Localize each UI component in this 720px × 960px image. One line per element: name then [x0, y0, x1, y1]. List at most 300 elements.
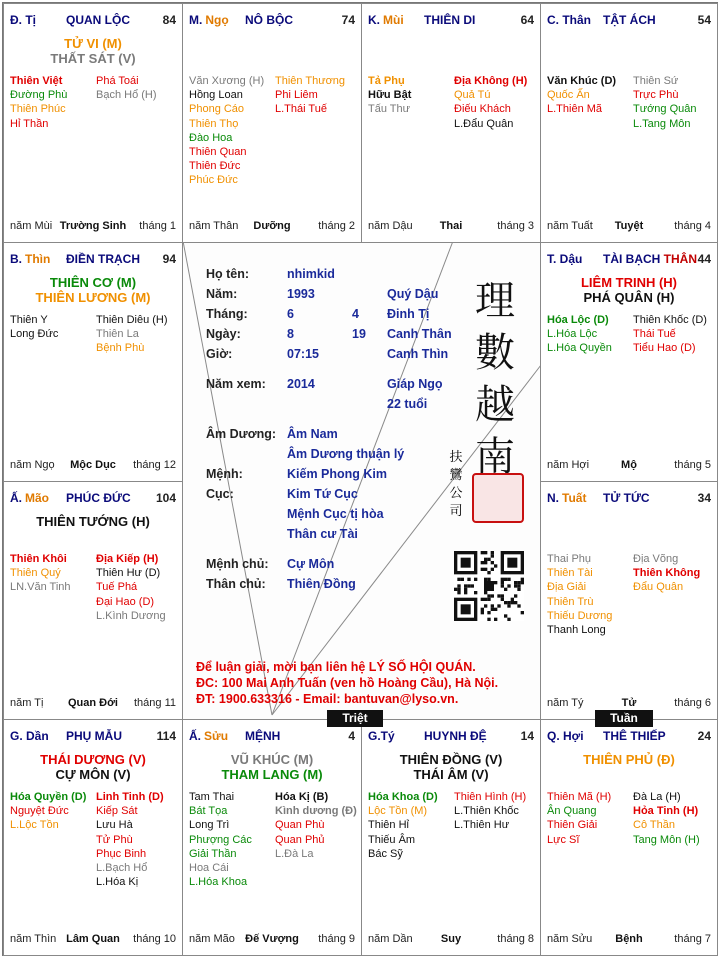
minor-stars-right — [96, 790, 164, 889]
year-label: năm Dần — [368, 933, 413, 945]
contact-line1: Để luận giải, mời bạn liên hệ LÝ SỐ HỘI QUÁN. — [196, 660, 476, 674]
palace-name: THÊ THIẾP — [603, 729, 666, 743]
minor-stars-left — [547, 74, 616, 117]
palace-cell-ngo — [182, 3, 362, 243]
palace-number: 84 — [162, 13, 176, 27]
minor-star: Thiên Khốc (D) — [633, 314, 707, 326]
minor-stars-right — [633, 74, 697, 131]
minor-star: Phục Binh — [96, 847, 147, 860]
palace-number: 44 — [697, 252, 711, 266]
life-stage: Dưỡng — [253, 220, 291, 232]
palace-header — [10, 13, 176, 27]
minor-star: Văn Khúc (D) — [547, 75, 617, 87]
minor-stars-right — [96, 74, 157, 102]
palace-footer — [189, 933, 355, 947]
calligraphy-char: 南 — [475, 434, 515, 480]
minor-star: Thiên Mã (H) — [547, 791, 612, 803]
minor-star: Long Đức — [10, 328, 59, 341]
palace-cell-ty2 — [361, 719, 541, 956]
minor-star: Quốc Ấn — [547, 89, 590, 102]
view-year-value: 2014 — [287, 377, 315, 391]
life-stage: Mộ — [621, 459, 637, 471]
minor-star: Thiên Tài — [547, 567, 593, 580]
palace-name: TỬ TỨC — [603, 491, 650, 505]
center-info-panel — [182, 241, 538, 717]
palace-number: 104 — [155, 491, 176, 505]
minor-star: Thiên Y — [10, 314, 48, 326]
minor-star: Hồng Loan — [189, 89, 243, 102]
calligraphy-title — [465, 275, 525, 483]
minor-stars-left — [368, 790, 438, 861]
palace-header — [10, 252, 176, 266]
palace-footer — [547, 933, 711, 947]
minor-star: Lộc Tồn (M) — [368, 805, 428, 818]
month-label: tháng 3 — [497, 220, 534, 232]
palace-number: 64 — [520, 13, 534, 27]
year-label: năm Sửu — [547, 933, 593, 945]
minor-star: L.Thiên Khốc — [454, 805, 519, 818]
minor-star: Tuế Phá — [96, 581, 138, 594]
palace-branch: Đ. Tị — [10, 13, 36, 27]
minor-star: Điếu Khách — [454, 103, 511, 116]
seal-char: 鸞 — [449, 468, 463, 483]
main-star: VŨ KHÚC (M) — [230, 752, 314, 767]
palace-name: THIÊN DI — [424, 13, 476, 27]
year-label: năm Mùi — [10, 220, 53, 232]
palace-header — [547, 491, 711, 505]
minor-star: Thiên Không — [633, 567, 701, 580]
minor-star: Đào Hoa — [189, 131, 233, 144]
palace-header — [189, 13, 355, 27]
than-tag: THÂN — [663, 252, 697, 266]
year-label: năm Tị — [10, 697, 44, 709]
palace-number: 94 — [162, 252, 176, 266]
minor-star: Đà La (H) — [633, 791, 681, 803]
minor-stars-left — [10, 552, 71, 595]
minor-star: L.Đà La — [275, 847, 314, 860]
day-lunar: 19 — [352, 327, 366, 341]
amduong-label: Âm Dương: — [206, 427, 277, 441]
palace-number: 54 — [697, 13, 711, 27]
minor-stars-left — [547, 552, 612, 637]
year-label: năm Mão — [189, 933, 235, 945]
day-canchi: Canh Thân — [387, 327, 452, 341]
minor-star: Tang Môn (H) — [633, 833, 700, 846]
minor-star: Thiên Hỉ — [368, 819, 409, 832]
contact-line2: ĐC: 100 Mai Anh Tuấn (ven hồ Hoàng Cầu), Hà Nội. — [196, 676, 499, 690]
month-label: tháng 6 — [674, 697, 711, 709]
palace-name: PHÚC ĐỨC — [66, 491, 131, 505]
palace-element: Ngọ — [205, 13, 229, 27]
minor-star: Phá Toái — [96, 75, 139, 87]
hour-value: 07:15 — [287, 347, 319, 361]
minor-star: Lực Sĩ — [547, 833, 580, 846]
life-stage: Trường Sinh — [59, 220, 127, 232]
cuc-value-2: Mệnh Cục tị hòa — [287, 507, 384, 521]
palace-number: 34 — [697, 491, 711, 505]
minor-star: Cô Thần — [633, 819, 675, 832]
minor-star: Thiếu Dương — [547, 609, 613, 622]
seal-text — [448, 449, 464, 521]
main-star: THAM LANG (M) — [221, 767, 323, 782]
minor-star: Trực Phù — [633, 89, 679, 102]
minor-star: Đẩu Quân — [633, 581, 684, 594]
palace-number: 24 — [697, 729, 711, 743]
minor-stars-right — [275, 74, 345, 117]
year-label: Năm: — [206, 287, 238, 301]
minor-star: Thiên La — [96, 328, 139, 341]
year-label: năm Thân — [189, 220, 239, 232]
palace-header — [10, 491, 176, 505]
main-star: THIÊN PHỦ (Đ) — [583, 752, 675, 767]
palace-branch: Ấ. — [189, 729, 201, 743]
minor-star: L.Hóa Quyền — [547, 342, 612, 355]
menh-chu-label: Mệnh chủ: — [206, 557, 269, 571]
year-label: năm Ngọ — [10, 459, 55, 471]
minor-star: L.Tang Môn — [633, 117, 691, 130]
minor-star: Long Trì — [189, 819, 230, 832]
year-label: năm Tuất — [547, 220, 593, 232]
palace-footer — [547, 220, 711, 234]
palace-cell-ty — [3, 3, 183, 243]
minor-stars-left — [547, 790, 611, 847]
day-solar: 8 — [287, 327, 294, 341]
minor-star: Ân Quang — [547, 805, 597, 818]
minor-stars-right — [275, 790, 357, 861]
seal-char: 扶 — [449, 450, 463, 465]
month-label: tháng 5 — [674, 459, 711, 471]
minor-star: Kình dương (Đ) — [275, 805, 357, 818]
palace-name: ĐIỀN TRẠCH — [66, 252, 140, 266]
palace-branch: N. — [547, 491, 559, 505]
year-label: năm Tý — [547, 697, 584, 709]
main-star: THIÊN CƠ (M) — [49, 275, 137, 290]
minor-star: Quan Phù — [275, 819, 325, 832]
palace-cell-thin — [3, 242, 183, 482]
palace-name: MỆNH — [245, 729, 281, 743]
minor-star: Phong Cáo — [189, 103, 245, 116]
year-label: năm Hợi — [547, 459, 590, 471]
main-star: THIÊN ĐỒNG (V) — [399, 752, 503, 767]
minor-stars-left — [189, 74, 264, 188]
palace-cell-suu — [182, 719, 362, 956]
minor-star: Thiên Việt — [10, 75, 63, 87]
minor-star: Phúc Đức — [189, 174, 238, 187]
minor-star: Tướng Quân — [633, 103, 697, 116]
view-year-label: Năm xem: — [206, 377, 266, 391]
life-stage: Tử — [621, 697, 637, 709]
minor-stars-left — [10, 74, 67, 131]
minor-star: Bạch Hổ (H) — [96, 89, 157, 102]
minor-star: Đại Hao (D) — [96, 595, 155, 608]
minor-star: Hỉ Thần — [10, 117, 49, 130]
minor-star: Thanh Long — [547, 624, 606, 637]
palace-number: 14 — [520, 729, 534, 743]
palace-cell-mui — [361, 3, 541, 243]
minor-star: Địa Giải — [547, 581, 587, 594]
palace-cell-dan — [3, 719, 183, 956]
age-value: 22 tuổi — [387, 397, 428, 411]
hour-canchi: Canh Thìn — [387, 347, 449, 361]
minor-star: L.Hóa Lộc — [547, 328, 598, 341]
minor-stars-left — [10, 790, 86, 833]
life-stage: Quan Đới — [68, 697, 118, 709]
minor-star: Lưu Hà — [96, 819, 133, 832]
menh-label: Mệnh: — [206, 467, 243, 481]
minor-star: Phượng Các — [189, 833, 252, 846]
contact-line3: ĐT: 1900.633316 - Email: bantuvan@lyso.vn. — [196, 692, 459, 706]
palace-footer — [10, 459, 176, 473]
minor-star: Địa Kiếp (H) — [96, 553, 159, 565]
minor-star: Kiếp Sát — [96, 805, 138, 818]
main-star: THẤT SÁT (V) — [50, 51, 136, 66]
minor-star: Hóa Quyền (D) — [10, 791, 87, 803]
triet-marker: Triệt — [327, 710, 383, 727]
minor-star: Hóa Kị (B) — [275, 791, 329, 803]
minor-star: L.Thái Tuế — [275, 103, 327, 116]
minor-star: Giải Thần — [189, 847, 237, 860]
palace-name: TẬT ÁCH — [603, 13, 656, 27]
tu-vi-chart — [2, 2, 718, 956]
palace-header — [547, 252, 711, 266]
palace-number: 74 — [341, 13, 355, 27]
palace-footer — [189, 220, 355, 234]
palace-number: 4 — [348, 729, 355, 743]
minor-star: Thai Phụ — [547, 553, 592, 565]
minor-star: L.Thiên Hư — [454, 819, 510, 832]
minor-star: Thiên Diêu (H) — [96, 314, 168, 326]
year-label: năm Thìn — [10, 933, 57, 945]
minor-star: Hữu Bật — [368, 89, 412, 102]
minor-star: Linh Tinh (D) — [96, 791, 164, 803]
palace-footer — [547, 697, 711, 711]
month-solar: 6 — [287, 307, 294, 321]
minor-stars-left — [10, 313, 58, 341]
minor-stars-right — [454, 74, 527, 131]
month-label: tháng 1 — [139, 220, 176, 232]
minor-star: L.Thiên Mã — [547, 103, 603, 116]
year-value: 1993 — [287, 287, 315, 301]
palace-footer — [368, 933, 534, 947]
palace-header — [10, 729, 176, 743]
minor-star: L.Đẩu Quân — [454, 117, 514, 130]
palace-number: 114 — [156, 729, 176, 743]
minor-star: Thiên Thương — [275, 75, 346, 87]
seal-char: 司 — [449, 504, 463, 519]
palace-footer — [368, 220, 534, 234]
month-label: tháng 12 — [133, 459, 176, 471]
minor-star: Thiên Trù — [547, 595, 594, 608]
minor-star: Thiên Khôi — [10, 553, 67, 565]
minor-star: Thiên Phúc — [10, 103, 66, 116]
minor-star: Thiên Đức — [189, 160, 241, 173]
minor-star: Văn Xương (H) — [189, 75, 265, 87]
palace-branch: G. Dần — [10, 729, 49, 743]
main-star: LIÊM TRINH (H) — [580, 275, 678, 290]
minor-star: Bệnh Phù — [96, 342, 145, 355]
month-label: tháng 2 — [318, 220, 355, 232]
life-stage: Đế Vượng — [245, 933, 299, 945]
calligraphy-char: 越 — [475, 382, 515, 428]
palace-branch: C. Thân — [547, 13, 591, 27]
palace-footer — [10, 933, 176, 947]
month-label: tháng 10 — [133, 933, 176, 945]
minor-star: Thiên Quý — [10, 567, 61, 580]
cuc-value: Kim Tứ Cục — [287, 487, 358, 501]
minor-star: Quả Tú — [454, 89, 491, 102]
minor-star: Phi Liêm — [275, 89, 318, 102]
year-canchi: Quý Dậu — [387, 287, 439, 301]
amduong-value-2: Âm Dương thuận lý — [287, 447, 405, 461]
minor-stars-right — [96, 552, 166, 623]
minor-star: L.Hóa Khoa — [189, 876, 248, 889]
amduong-value: Âm Nam — [287, 427, 338, 441]
minor-stars-right — [96, 313, 168, 356]
calligraphy-char: 理 — [475, 278, 515, 324]
month-label: tháng 9 — [318, 933, 355, 945]
minor-star: Thiên Giải — [547, 819, 598, 832]
red-seal-stamp — [472, 473, 524, 523]
palace-branch: M. — [189, 13, 203, 27]
month-label: tháng 4 — [674, 220, 711, 232]
minor-stars-right — [454, 790, 526, 833]
life-stage: Suy — [440, 933, 462, 945]
contact-block — [196, 659, 498, 707]
minor-star: L.Kình Dương — [96, 609, 166, 622]
qr-code — [454, 551, 524, 621]
palace-element: Tuất — [562, 491, 587, 505]
palace-header — [547, 729, 711, 743]
name-label: Họ tên: — [206, 267, 250, 281]
minor-star: Địa Võng — [633, 553, 679, 565]
tuan-marker: Tuần — [595, 710, 653, 727]
palace-header — [368, 13, 534, 27]
minor-stars-left — [368, 74, 411, 117]
than-chu-label: Thân chủ: — [206, 577, 266, 591]
palace-branch: T. Dậu — [547, 252, 583, 266]
minor-star: Thiên Thọ — [189, 117, 239, 130]
palace-branch: K. — [368, 13, 380, 27]
minor-star: Thiếu Âm — [368, 833, 416, 846]
minor-star: LN.Văn Tinh — [10, 581, 71, 594]
than-chu-value: Thiên Đồng — [287, 577, 356, 591]
main-star: TỬ VI (M) — [64, 36, 122, 51]
minor-stars-right — [633, 313, 707, 356]
minor-star: Thiên Hình (H) — [454, 791, 527, 803]
minor-star: Hoa Cái — [189, 862, 229, 875]
palace-element: Mão — [25, 491, 49, 505]
minor-star: Hóa Lộc (D) — [547, 314, 609, 326]
minor-stars-left — [547, 313, 612, 356]
palace-branch: Ấ. — [10, 491, 22, 505]
minor-star: Tử Phù — [96, 833, 133, 846]
palace-element: Sửu — [204, 729, 229, 743]
main-star: THÁI DƯƠNG (V) — [40, 752, 146, 767]
minor-star: Nguyệt Đức — [10, 805, 69, 818]
life-stage: Mộc Dục — [70, 459, 116, 471]
palace-name: QUAN LỘC — [66, 13, 130, 27]
day-label: Ngày: — [206, 327, 241, 341]
minor-star: Tiểu Hao (D) — [633, 342, 696, 355]
palace-footer — [10, 220, 176, 234]
minor-stars-left — [189, 790, 252, 889]
month-label: tháng 11 — [133, 697, 176, 709]
minor-star: Thiên Hư (D) — [96, 567, 161, 580]
minor-star: Thiên Quan — [189, 146, 247, 159]
minor-star: Thiên Sứ — [633, 75, 679, 87]
minor-star: Địa Không (H) — [454, 75, 528, 87]
palace-branch: B. — [10, 252, 22, 266]
palace-cell-tuat — [540, 481, 718, 720]
year-label: năm Dậu — [368, 220, 413, 232]
palace-footer — [547, 459, 711, 473]
minor-star: Bát Tọa — [189, 805, 228, 818]
minor-star: L.Lộc Tồn — [10, 819, 59, 832]
palace-cell-dau — [540, 242, 718, 482]
minor-star: L.Bạch Hổ — [96, 862, 148, 875]
palace-element: Mùi — [383, 13, 404, 27]
main-star: PHÁ QUÂN (H) — [583, 290, 675, 305]
palace-header — [547, 13, 711, 27]
palace-cell-mao — [3, 481, 183, 720]
month-label: tháng 7 — [674, 933, 711, 945]
month-lunar: 4 — [352, 307, 359, 321]
cuc-value-3: Thân cư Tài — [287, 527, 358, 541]
menh-value: Kiếm Phong Kim — [287, 467, 388, 481]
minor-star: Quan Phủ — [275, 833, 325, 846]
palace-element: Thìn — [25, 252, 51, 266]
minor-stars-right — [633, 790, 700, 847]
minor-star: Tả Phụ — [368, 75, 405, 87]
seal-char: 公 — [449, 486, 463, 501]
palace-name: NÔ BỘC — [245, 13, 293, 27]
main-star: THIÊN LƯƠNG (M) — [35, 290, 151, 305]
minor-star: Tam Thai — [189, 791, 235, 803]
minor-star: Bác Sỹ — [368, 847, 403, 860]
hour-label: Giờ: — [206, 347, 233, 361]
palace-name: HUYNH ĐỆ — [424, 729, 487, 743]
minor-star: Hỏa Tinh (H) — [633, 805, 699, 818]
palace-cell-hoi — [540, 719, 718, 956]
life-stage: Lâm Quan — [66, 933, 120, 945]
palace-branch: G.Tý — [368, 729, 395, 743]
main-star: THIÊN TƯỚNG (H) — [36, 514, 150, 529]
minor-star: Tấu Thư — [368, 103, 411, 116]
life-stage: Bệnh — [615, 933, 643, 945]
month-label: tháng 8 — [497, 933, 534, 945]
calligraphy-char: 數 — [475, 330, 515, 376]
cuc-label: Cục: — [206, 487, 234, 501]
minor-star: L.Hóa Kị — [96, 876, 139, 889]
minor-star: Đường Phù — [10, 89, 68, 102]
month-label: Tháng: — [206, 307, 248, 321]
palace-name: TÀI BẠCH — [603, 252, 661, 266]
palace-footer — [10, 697, 176, 711]
palace-cell-than — [540, 3, 718, 243]
main-star: THÁI ÂM (V) — [413, 767, 489, 782]
minor-stars-right — [633, 552, 700, 595]
palace-header — [189, 729, 355, 743]
main-star: CỰ MÔN (V) — [55, 767, 131, 782]
name-value: nhimkid — [287, 267, 335, 281]
menh-chu-value: Cự Môn — [287, 557, 335, 571]
minor-star: Thái Tuế — [633, 328, 676, 341]
view-year-canchi: Giáp Ngọ — [387, 377, 443, 391]
life-stage: Tuyệt — [614, 220, 644, 232]
minor-star: Hóa Khoa (D) — [368, 791, 438, 803]
palace-name: PHỤ MẪU — [66, 729, 122, 743]
palace-branch: Q. Hợi — [547, 729, 584, 743]
